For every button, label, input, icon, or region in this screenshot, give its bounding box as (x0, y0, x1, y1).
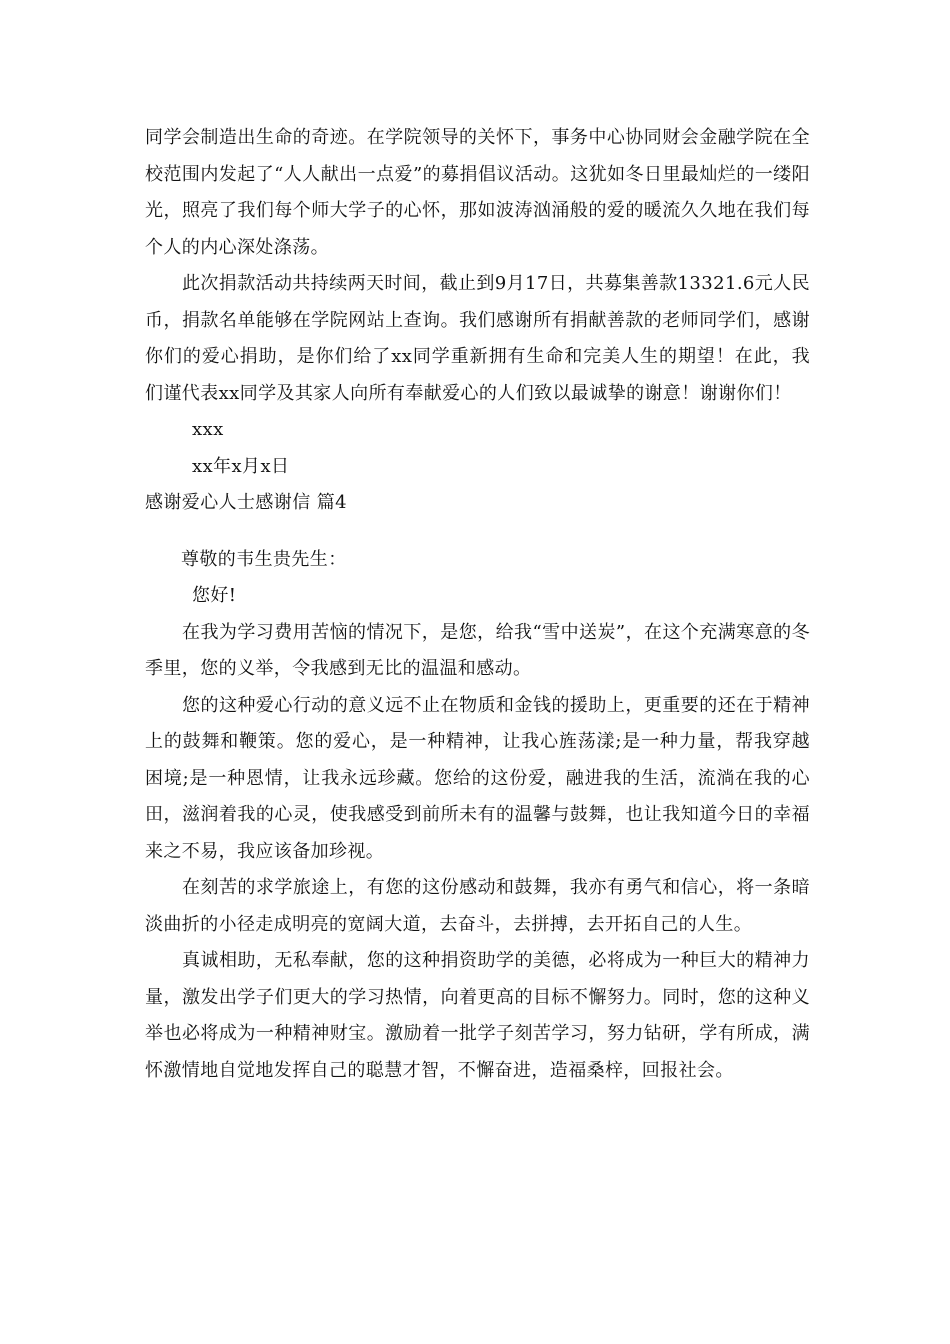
paragraph: 真诚相助，无私奉献，您的这种捐资助学的美德，必将成为一种巨大的精神力量，激发出学子们更大的学习热情，向着更高的目标不懈努力。同时，您的这种义举也必将成为一种精神财宝。激励着一批学子刻苦学习，努力钻研，学有所成，满怀激情地自觉地发挥自己的聪慧才智，不懈奋进，造福桑梓，回报社会。 (145, 950, 810, 1081)
signature-date: xx年x月x日 (192, 455, 290, 477)
paragraph: 您的这种爱心行动的意义远不止在物质和金钱的援助上，更重要的还在于精神上的鼓舞和鞭策。您的爱心，是一种精神，让我心旌荡漾;是一种力量，帮我穿越困境;是一种恩情，让我永远珍藏。您给的这份爱，融进我的生活，流淌在我的心田，滋润着我的心灵，使我感受到前所未有的温馨与鼓舞，也让我知道今日的幸福来之不易，我应该备加珍视。 (145, 694, 810, 862)
signature-name: xxx (192, 419, 224, 440)
paragraph-donation-summary: 此次捐款活动共持续两天时间，截止到9月17日，共募集善款13321.6元人民币，捐款名单能够在学院网站上查询。我们感谢所有捐献善款的老师同学们，感谢你们的爱心捐助，是你们给了xx同学重新拥有生命和完美人生的期望！在此，我们谨代表xx同学及其家人向所有奉献爱心的人们致以最诚挚的谢意！谢谢你们！ (145, 273, 810, 404)
document-body (145, 120, 810, 1089)
paragraph-continuation: 同学会制造出生命的奇迹。在学院领导的关怀下，事务中心协同财会金融学院在全校范围内发起了“人人献出一点爱”的募捐倡议活动。这犹如冬日里最灿烂的一缕阳光，照亮了我们每个师大学子的心怀，那如波涛汹涌般的爱的暖流久久地在我们每个人的内心深处涤荡。 (145, 127, 810, 258)
greeting: 您好! (192, 585, 237, 606)
salutation: 尊敬的韦生贵先生： (181, 548, 347, 570)
paragraph: 在刻苦的求学旅途上，有您的这份感动和鼓舞，我亦有勇气和信心，将一条暗淡曲折的小径走成明亮的宽阔大道，去奋斗，去拼搏，去开拓自己的人生。 (145, 877, 810, 935)
section-heading: 感谢爱心人士感谢信 篇4 (145, 492, 347, 513)
paragraph: 在我为学习费用苦恼的情况下，是您，给我“雪中送炭”，在这个充满寒意的冬季里，您的义举，令我感到无比的温温和感动。 (145, 621, 810, 679)
